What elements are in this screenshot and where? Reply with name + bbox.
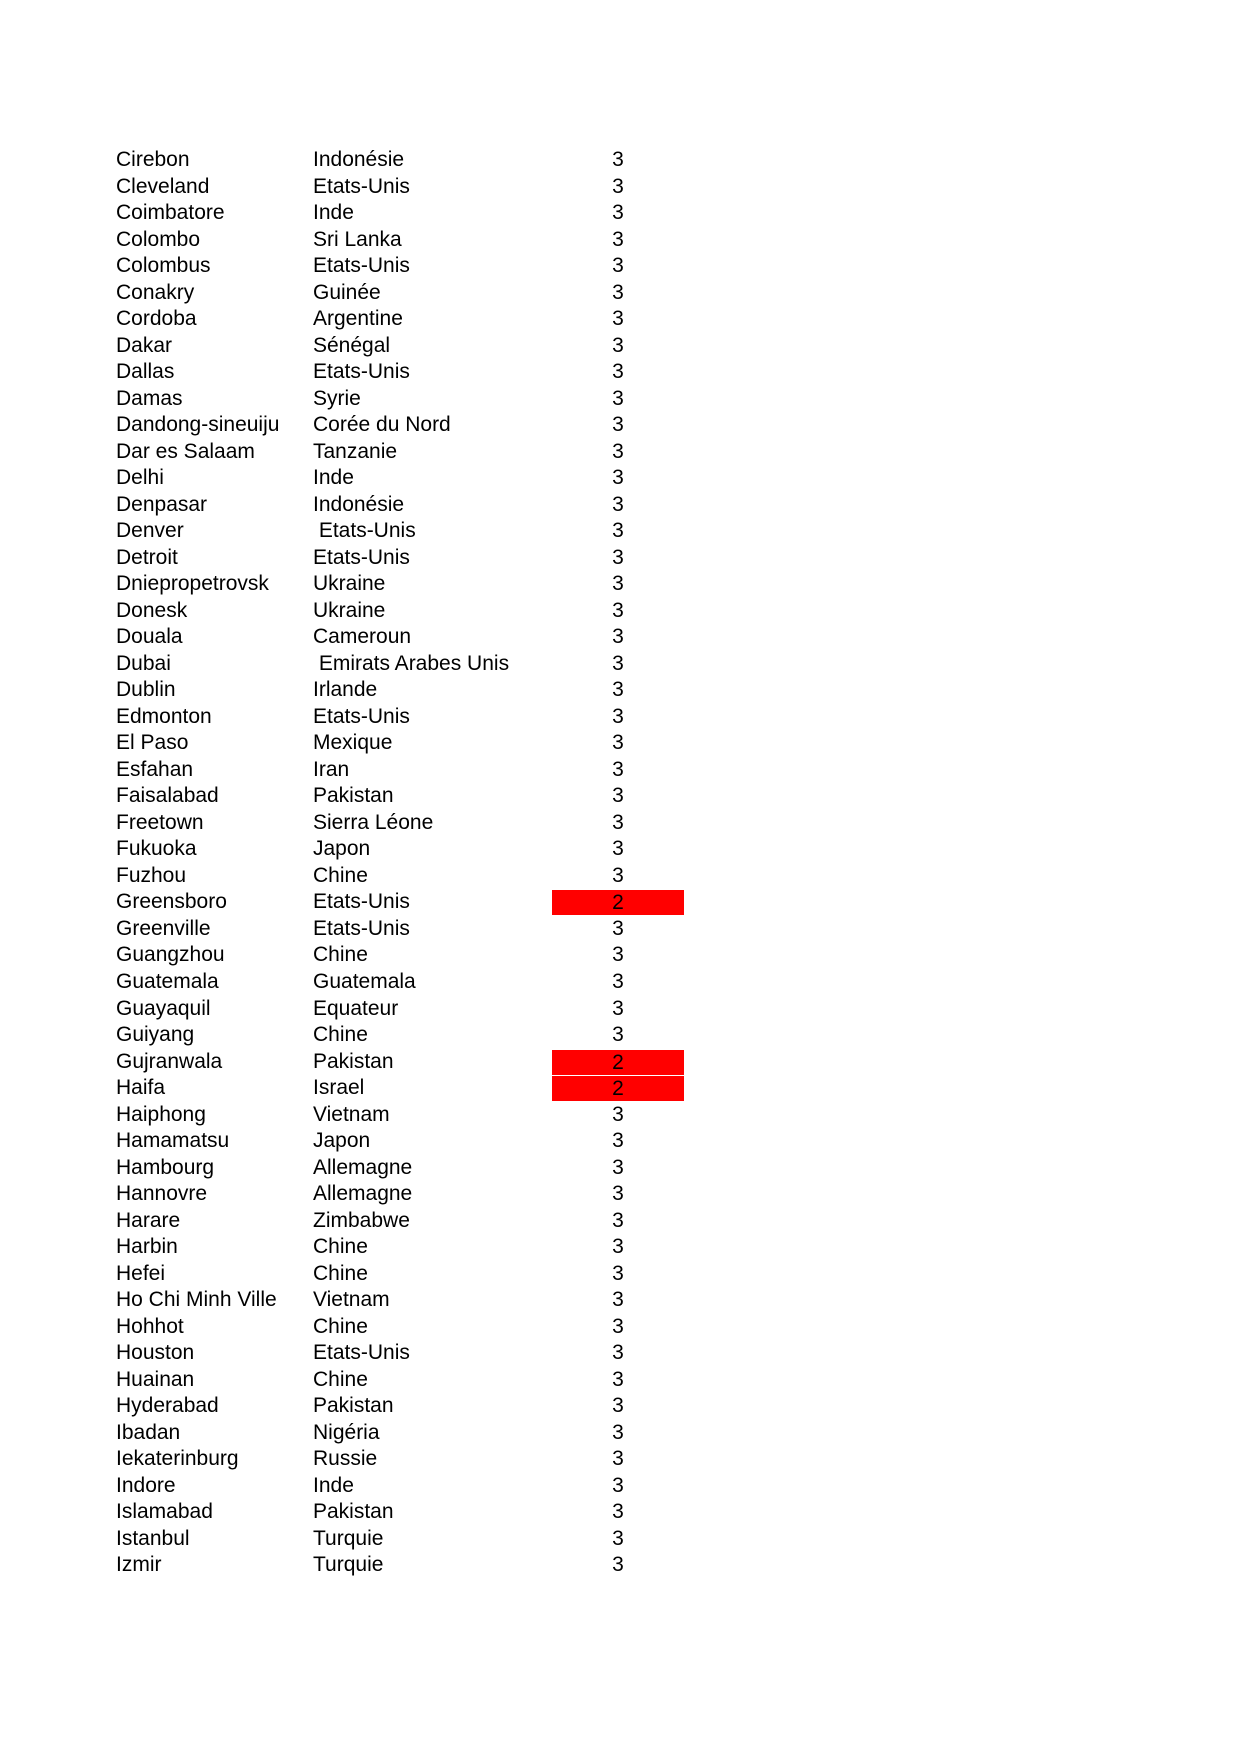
table-row	[0, 730, 1241, 757]
city-cell[interactable]: Haifa	[116, 1076, 166, 1100]
table-row	[0, 518, 1241, 545]
value-cell[interactable]: 3	[612, 201, 624, 225]
country-cell[interactable]: Indonésie	[313, 492, 405, 516]
table-row	[0, 200, 1241, 227]
city-cell[interactable]: Damas	[116, 386, 183, 410]
city-cell[interactable]: Fukuoka	[116, 837, 197, 861]
country-cell[interactable]: Chine	[313, 1314, 368, 1338]
value-cell[interactable]: 3	[612, 1155, 624, 1179]
city-cell[interactable]: Denpasar	[116, 492, 208, 516]
country-cell[interactable]: Indonésie	[313, 148, 405, 171]
value-cell[interactable]: 3	[612, 678, 624, 702]
value-cell[interactable]: 3	[612, 1341, 624, 1365]
country-cell[interactable]: Etats-Unis	[313, 545, 410, 569]
table-row	[0, 465, 1241, 492]
city-cell[interactable]: Colombus	[116, 254, 211, 278]
country-cell[interactable]: Japon	[313, 1129, 371, 1153]
table-row	[0, 306, 1241, 333]
table-row	[0, 412, 1241, 439]
table-row	[0, 1526, 1241, 1553]
city-cell[interactable]: Donesk	[116, 598, 188, 622]
table-row	[0, 810, 1241, 837]
value-cell[interactable]: 3	[612, 1526, 624, 1550]
city-cell[interactable]: Dniepropetrovsk	[116, 572, 269, 596]
city-cell[interactable]: Harbin	[116, 1235, 178, 1259]
table-row	[0, 969, 1241, 996]
table-row	[0, 598, 1241, 625]
country-cell[interactable]: Etats-Unis	[313, 174, 410, 198]
country-cell[interactable]: Turquie	[313, 1526, 384, 1550]
table-row	[0, 1552, 1241, 1579]
table-row	[0, 1208, 1241, 1235]
value-cell[interactable]: 3	[612, 280, 624, 304]
country-cell[interactable]: Pakistan	[313, 1394, 394, 1418]
table-row	[0, 1075, 1241, 1102]
city-cell[interactable]: Greensboro	[116, 890, 227, 914]
country-cell[interactable]: Sri Lanka	[313, 227, 402, 251]
country-cell[interactable]: Guatemala	[313, 969, 416, 993]
value-cell[interactable]: 3	[612, 1367, 624, 1391]
value-cell[interactable]: 3	[612, 1102, 624, 1126]
city-cell[interactable]: Hambourg	[116, 1155, 215, 1179]
country-cell[interactable]: Inde	[313, 201, 354, 225]
value-cell[interactable]: 3	[612, 784, 624, 808]
value-cell[interactable]: 3	[612, 704, 624, 728]
country-cell[interactable]: Chine	[313, 1023, 368, 1047]
value-cell[interactable]: 3	[612, 1473, 624, 1497]
city-cell[interactable]: Hannovre	[116, 1182, 208, 1206]
table-row	[0, 836, 1241, 863]
city-cell[interactable]: Ibadan	[116, 1420, 181, 1444]
city-cell[interactable]: Greenville	[116, 916, 211, 940]
spreadsheet-table	[0, 147, 1241, 1579]
country-cell[interactable]: Turquie	[313, 1553, 384, 1577]
country-cell[interactable]: Inde	[313, 1473, 354, 1497]
country-cell[interactable]: Etats-Unis	[313, 916, 410, 940]
value-cell[interactable]: 3	[612, 360, 624, 384]
value-cell[interactable]: 3	[612, 333, 624, 357]
value-cell[interactable]: 3	[612, 1394, 624, 1418]
country-cell[interactable]: Chine	[313, 1235, 368, 1259]
city-cell[interactable]: Islamabad	[116, 1500, 213, 1524]
table-row	[0, 624, 1241, 651]
table-row	[0, 863, 1241, 890]
country-cell[interactable]: Israel	[313, 1076, 365, 1100]
country-cell[interactable]: Etats-Unis	[313, 704, 410, 728]
value-cell[interactable]: 3	[612, 1261, 624, 1285]
country-cell[interactable]: Ukraine	[313, 572, 386, 596]
city-cell[interactable]: Cirebon	[116, 148, 190, 171]
city-cell[interactable]: Hohhot	[116, 1314, 184, 1338]
table-row	[0, 1181, 1241, 1208]
value-cell[interactable]: 3	[612, 492, 624, 516]
value-cell[interactable]: 3	[612, 1314, 624, 1338]
city-cell[interactable]: Hyderabad	[116, 1394, 219, 1418]
country-cell[interactable]: Corée du Nord	[313, 413, 451, 437]
city-cell[interactable]: Cleveland	[116, 174, 210, 198]
table-row	[0, 996, 1241, 1023]
table-row	[0, 174, 1241, 201]
table-row	[0, 889, 1241, 916]
value-cell[interactable]: 3	[612, 545, 624, 569]
country-cell[interactable]: Chine	[313, 1367, 368, 1391]
city-cell[interactable]: Conakry	[116, 280, 195, 304]
value-cell[interactable]: 3	[612, 519, 624, 543]
value-cell[interactable]: 3	[612, 810, 624, 834]
country-cell[interactable]: Cameroun	[313, 625, 412, 649]
value-cell[interactable]: 3	[612, 227, 624, 251]
country-cell[interactable]: Syrie	[313, 386, 361, 410]
country-cell[interactable]: Vietnam	[313, 1102, 390, 1126]
table-row	[0, 783, 1241, 810]
city-cell[interactable]: Dubai	[116, 651, 171, 675]
value-cell[interactable]: 3	[612, 1235, 624, 1259]
value-cell[interactable]: 3	[612, 307, 624, 331]
value-cell[interactable]: 3	[612, 1208, 624, 1232]
value-cell[interactable]: 3	[612, 625, 624, 649]
table-row	[0, 651, 1241, 678]
country-cell[interactable]: Nigéria	[313, 1420, 380, 1444]
country-cell[interactable]: Etats-Unis	[313, 254, 410, 278]
city-cell[interactable]: Cordoba	[116, 307, 197, 331]
city-cell[interactable]: Dandong-sineuiju	[116, 413, 280, 437]
table-row	[0, 1314, 1241, 1341]
value-cell[interactable]: 3	[612, 996, 624, 1020]
city-cell[interactable]: Hefei	[116, 1261, 166, 1285]
table-row	[0, 1022, 1241, 1049]
table-row	[0, 492, 1241, 519]
value-cell[interactable]: 3	[612, 254, 624, 278]
value-cell-highlighted[interactable]: 2	[552, 1050, 684, 1075]
table-row	[0, 704, 1241, 731]
value-cell[interactable]: 3	[612, 174, 624, 198]
table-row	[0, 1049, 1241, 1076]
value-cell[interactable]: 3	[612, 598, 624, 622]
city-cell[interactable]: Dallas	[116, 360, 175, 384]
country-cell[interactable]: Etats-Unis	[313, 360, 410, 384]
city-cell[interactable]: Iekaterinburg	[116, 1447, 239, 1471]
table-row	[0, 1287, 1241, 1314]
value-cell[interactable]: 3	[612, 731, 624, 755]
city-cell[interactable]: Dar es Salaam	[116, 439, 255, 463]
value-cell[interactable]: 3	[612, 572, 624, 596]
country-cell[interactable]: Pakistan	[313, 1049, 394, 1073]
city-cell[interactable]: Hamamatsu	[116, 1129, 230, 1153]
table-row	[0, 253, 1241, 280]
value-cell[interactable]: 3	[612, 863, 624, 887]
table-row	[0, 1420, 1241, 1447]
city-cell[interactable]: Houston	[116, 1341, 195, 1365]
city-cell[interactable]: Esfahan	[116, 757, 194, 781]
country-cell[interactable]: Japon	[313, 837, 371, 861]
country-cell[interactable]: Sénégal	[313, 333, 391, 357]
country-cell[interactable]: Guinée	[313, 280, 381, 304]
table-row	[0, 1102, 1241, 1129]
table-row	[0, 1473, 1241, 1500]
country-cell[interactable]: Pakistan	[313, 784, 394, 808]
city-cell[interactable]: Delhi	[116, 466, 164, 490]
value-cell[interactable]: 3	[612, 1288, 624, 1312]
value-cell[interactable]: 3	[612, 969, 624, 993]
value-cell[interactable]: 3	[612, 943, 624, 967]
city-cell[interactable]: Izmir	[116, 1553, 162, 1577]
value-cell[interactable]: 3	[612, 148, 624, 171]
value-cell[interactable]: 3	[612, 1420, 624, 1444]
city-cell[interactable]: Freetown	[116, 810, 204, 834]
table-row	[0, 280, 1241, 307]
city-cell[interactable]: Haiphong	[116, 1102, 206, 1126]
table-row	[0, 1499, 1241, 1526]
table-row	[0, 1340, 1241, 1367]
value-cell[interactable]: 3	[612, 1182, 624, 1206]
country-cell[interactable]: Chine	[313, 943, 368, 967]
table-row	[0, 571, 1241, 598]
city-cell[interactable]: Douala	[116, 625, 183, 649]
country-cell[interactable]: Zimbabwe	[313, 1208, 410, 1232]
city-cell[interactable]: Faisalabad	[116, 784, 219, 808]
value-cell[interactable]: 3	[612, 466, 624, 490]
city-cell[interactable]: Edmonton	[116, 704, 212, 728]
city-cell[interactable]: Huainan	[116, 1367, 195, 1391]
table-row	[0, 227, 1241, 254]
country-cell[interactable]: Allemagne	[313, 1155, 413, 1179]
table-row	[0, 147, 1241, 174]
country-cell[interactable]: Vietnam	[313, 1288, 390, 1312]
country-cell[interactable]: Ukraine	[313, 598, 386, 622]
value-cell[interactable]: 3	[612, 1500, 624, 1524]
table-row	[0, 359, 1241, 386]
country-cell[interactable]: Etats-Unis	[313, 519, 416, 543]
table-row	[0, 1261, 1241, 1288]
city-cell[interactable]: Harare	[116, 1208, 181, 1232]
city-cell[interactable]: Fuzhou	[116, 863, 187, 887]
country-cell[interactable]: Irlande	[313, 678, 378, 702]
table-row	[0, 1128, 1241, 1155]
city-cell[interactable]: Ho Chi Minh Ville	[116, 1288, 277, 1312]
value-cell-highlighted[interactable]: 2	[552, 1076, 684, 1101]
value-cell[interactable]: 3	[612, 757, 624, 781]
country-cell[interactable]: Etats-Unis	[313, 890, 410, 914]
table-row	[0, 1367, 1241, 1394]
value-cell[interactable]: 3	[612, 1553, 624, 1577]
city-cell[interactable]: Indore	[116, 1473, 176, 1497]
value-cell[interactable]: 3	[612, 916, 624, 940]
city-cell[interactable]: Guiyang	[116, 1023, 195, 1047]
value-cell[interactable]: 3	[612, 651, 624, 675]
table-row	[0, 1234, 1241, 1261]
country-cell[interactable]: Tanzanie	[313, 439, 398, 463]
city-cell[interactable]: Coimbatore	[116, 201, 225, 225]
table-row	[0, 439, 1241, 466]
table-row	[0, 1393, 1241, 1420]
country-cell[interactable]: Argentine	[313, 307, 403, 331]
city-cell[interactable]: Gujranwala	[116, 1049, 223, 1073]
country-cell[interactable]: Emirats Arabes Unis	[313, 651, 510, 675]
country-cell[interactable]: Russie	[313, 1447, 378, 1471]
table-row	[0, 386, 1241, 413]
table-row	[0, 1446, 1241, 1473]
country-cell[interactable]: Chine	[313, 863, 368, 887]
city-cell[interactable]: Guatemala	[116, 969, 219, 993]
table-row	[0, 916, 1241, 943]
country-cell[interactable]: Equateur	[313, 996, 399, 1020]
city-cell[interactable]: Istanbul	[116, 1526, 190, 1550]
city-cell[interactable]: El Paso	[116, 731, 189, 755]
country-cell[interactable]: Etats-Unis	[313, 1341, 410, 1365]
value-cell-highlighted[interactable]: 2	[552, 890, 684, 915]
country-cell[interactable]: Mexique	[313, 731, 393, 755]
city-cell[interactable]: Guayaquil	[116, 996, 211, 1020]
country-cell[interactable]: Pakistan	[313, 1500, 394, 1524]
table-row	[0, 757, 1241, 784]
city-cell[interactable]: Denver	[116, 519, 184, 543]
value-cell[interactable]: 3	[612, 1023, 624, 1047]
country-cell[interactable]: Iran	[313, 757, 350, 781]
value-cell[interactable]: 3	[612, 1129, 624, 1153]
city-cell[interactable]: Dublin	[116, 678, 176, 702]
value-cell[interactable]: 3	[612, 439, 624, 463]
table-row	[0, 1155, 1241, 1182]
value-cell[interactable]: 3	[612, 413, 624, 437]
value-cell[interactable]: 3	[612, 386, 624, 410]
value-cell[interactable]: 3	[612, 837, 624, 861]
city-cell[interactable]: Dakar	[116, 333, 173, 357]
city-cell[interactable]: Colombo	[116, 227, 201, 251]
value-cell[interactable]: 3	[612, 1447, 624, 1471]
country-cell[interactable]: Inde	[313, 466, 354, 490]
country-cell[interactable]: Sierra Léone	[313, 810, 434, 834]
country-cell[interactable]: Allemagne	[313, 1182, 413, 1206]
table-row	[0, 333, 1241, 360]
city-cell[interactable]: Detroit	[116, 545, 178, 569]
city-cell[interactable]: Guangzhou	[116, 943, 225, 967]
table-row	[0, 942, 1241, 969]
table-row	[0, 677, 1241, 704]
table-row	[0, 545, 1241, 572]
country-cell[interactable]: Chine	[313, 1261, 368, 1285]
